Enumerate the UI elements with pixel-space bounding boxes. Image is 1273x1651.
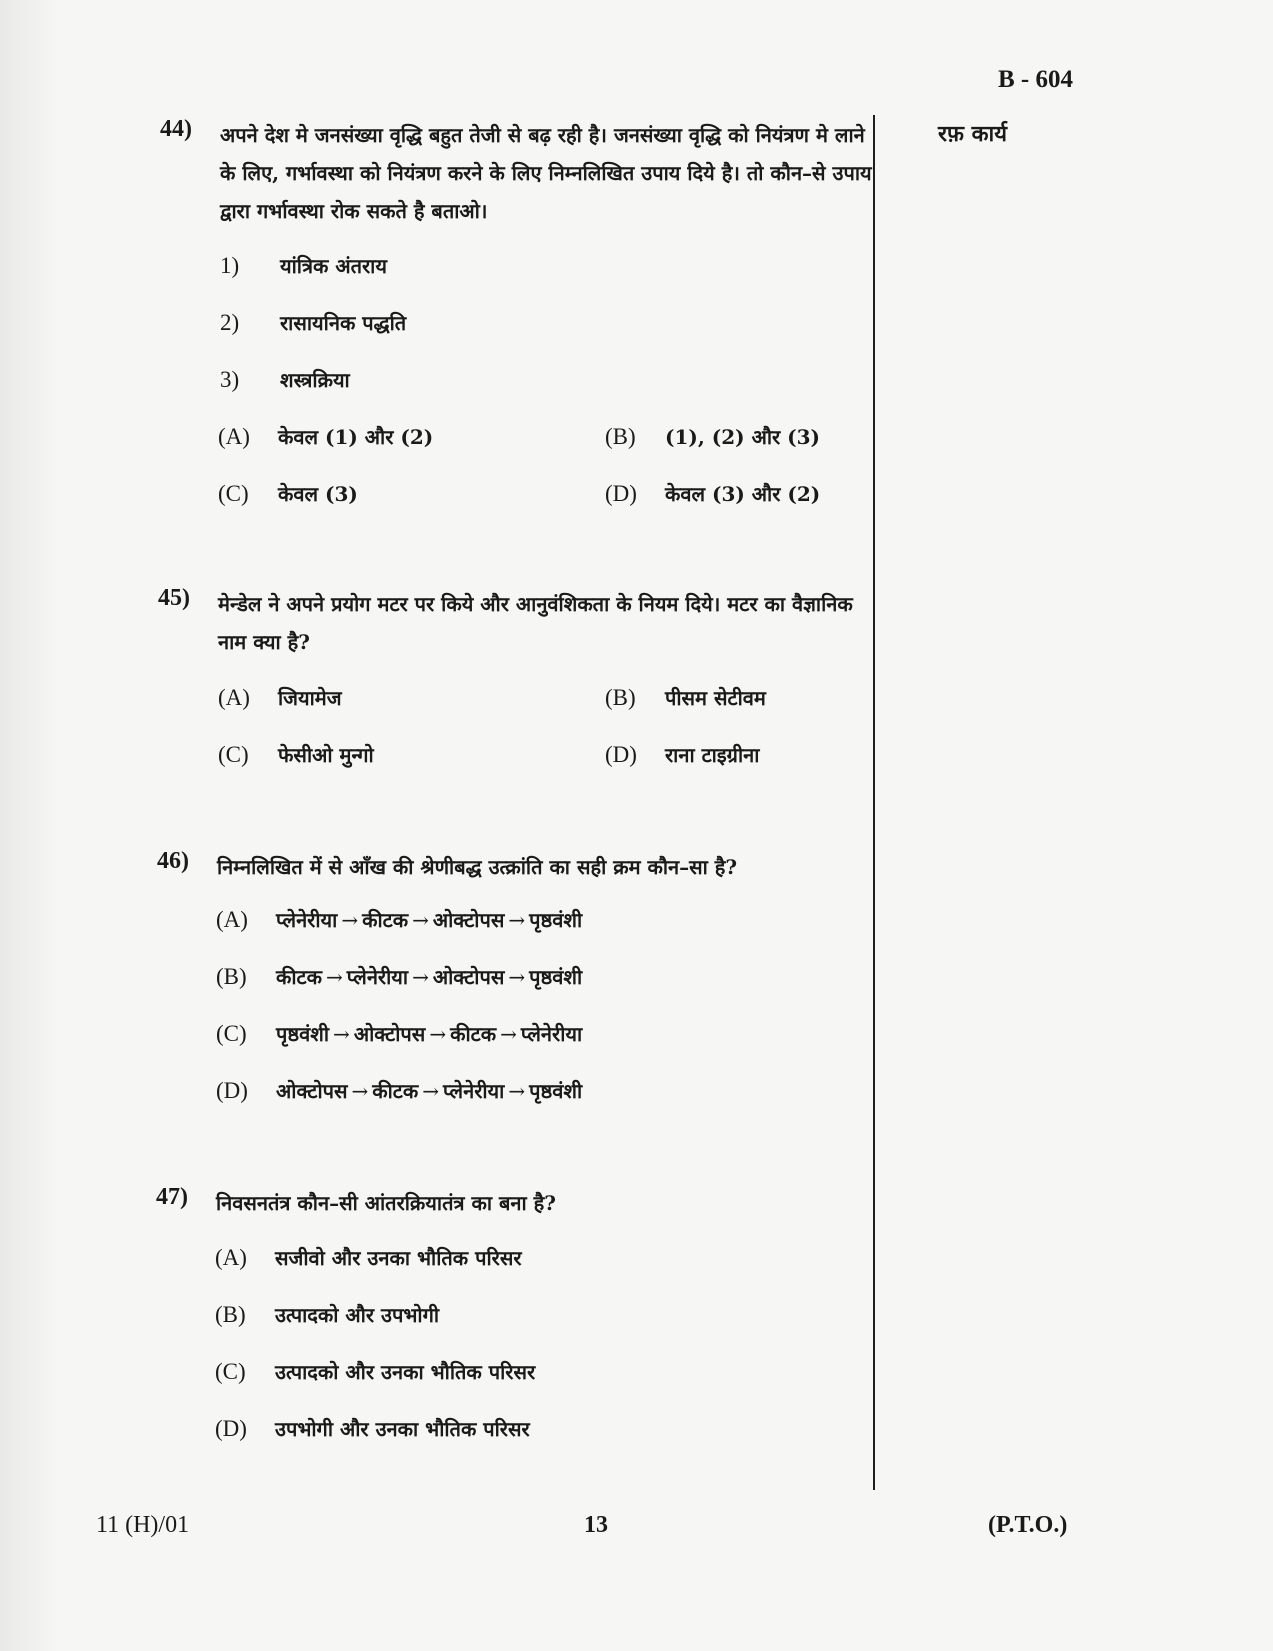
option-a bbox=[216, 906, 582, 933]
option-text: केवल (1) और (2) bbox=[278, 425, 434, 449]
arrow-right-icon: → bbox=[412, 908, 429, 932]
scan-edge-shadow bbox=[0, 0, 60, 1651]
option-text: उत्पादको और उपभोगी bbox=[275, 1303, 440, 1327]
question-text: मेन्डेल ने अपने प्रयोग मटर पर किये और आनुवंशिकता के नियम दिये। मटर का वैज्ञानिक नाम क्या है? bbox=[218, 592, 853, 654]
question-number: 45) bbox=[158, 585, 190, 611]
pto-label: (P.T.O.) bbox=[988, 1512, 1068, 1538]
question-number: 44) bbox=[160, 116, 192, 142]
option-c bbox=[216, 1020, 582, 1047]
step: कीटक bbox=[362, 908, 409, 932]
paper-code: B - 604 bbox=[998, 66, 1073, 93]
option-d bbox=[216, 1077, 582, 1104]
arrow-right-icon: → bbox=[508, 965, 526, 989]
step: पृष्ठवंशी bbox=[529, 908, 583, 932]
option-label: (A) bbox=[216, 907, 248, 932]
option-d bbox=[605, 741, 759, 768]
arrow-right-icon: → bbox=[333, 1022, 350, 1046]
option-c bbox=[218, 480, 358, 507]
rough-work-label: रफ़ कार्य bbox=[938, 121, 1007, 147]
question-number: 47) bbox=[156, 1184, 188, 1210]
option-b bbox=[216, 963, 582, 990]
step: पृष्ठवंशी bbox=[529, 965, 583, 989]
page-number: 13 bbox=[584, 1512, 608, 1538]
list-item bbox=[220, 366, 350, 393]
arrow-right-icon: → bbox=[422, 1079, 440, 1103]
option-text: राना टाइग्रीना bbox=[665, 743, 760, 767]
arrow-right-icon: → bbox=[325, 965, 343, 989]
option-label: (B) bbox=[605, 424, 636, 449]
step: ओक्टोपस bbox=[432, 908, 505, 932]
column-divider bbox=[873, 115, 875, 1490]
question-text: निवसनतंत्र कौन–सी आंतरक्रियातंत्र का बना है? bbox=[216, 1191, 556, 1215]
option-d bbox=[215, 1415, 530, 1442]
option-label: (C) bbox=[218, 481, 249, 506]
arrow-right-icon: → bbox=[500, 1022, 517, 1046]
option-text: केवल (3) bbox=[278, 482, 358, 506]
option-c bbox=[218, 741, 374, 768]
item-label: 3) bbox=[220, 367, 240, 392]
arrow-right-icon: → bbox=[429, 1022, 447, 1046]
option-d bbox=[605, 480, 820, 507]
item-label: 1) bbox=[220, 253, 240, 278]
step: प्लेनेरीया bbox=[346, 965, 409, 989]
question-number: 46) bbox=[157, 848, 189, 874]
option-label: (B) bbox=[216, 964, 247, 989]
option-b bbox=[215, 1301, 439, 1328]
option-text: केवल (3) और (2) bbox=[665, 482, 821, 506]
item-text: शस्त्रक्रिया bbox=[280, 368, 350, 392]
option-text: उत्पादको और उनका भौतिक परिसर bbox=[275, 1360, 536, 1384]
question-text: निम्नलिखित में से आँख की श्रेणीबद्ध उत्क्रांति का सही क्रम कौन–सा है? bbox=[217, 855, 738, 879]
step: कीटक bbox=[276, 965, 322, 989]
step: प्लेनेरीया bbox=[520, 1022, 583, 1046]
option-label: (D) bbox=[605, 481, 637, 506]
option-a bbox=[215, 1244, 522, 1271]
arrow-right-icon: → bbox=[341, 908, 359, 932]
step: पृष्ठवंशी bbox=[529, 1079, 583, 1103]
option-b bbox=[605, 684, 766, 711]
option-text: सजीवो और उनका भौतिक परिसर bbox=[275, 1246, 522, 1270]
arrow-right-icon: → bbox=[412, 965, 429, 989]
option-label: (B) bbox=[215, 1302, 246, 1327]
step: ओक्टोपस bbox=[432, 965, 505, 989]
step: ओक्टोपस bbox=[353, 1022, 426, 1046]
option-label: (A) bbox=[215, 1245, 247, 1270]
step: पृष्ठवंशी bbox=[276, 1022, 330, 1046]
option-a bbox=[218, 684, 342, 711]
item-text: रासायनिक पद्धति bbox=[280, 311, 407, 335]
step: कीटक bbox=[372, 1079, 419, 1103]
list-item bbox=[220, 252, 387, 279]
option-label: (B) bbox=[605, 685, 636, 710]
option-a bbox=[218, 423, 433, 450]
list-item bbox=[220, 309, 406, 336]
option-text: उपभोगी और उनका भौतिक परिसर bbox=[275, 1417, 530, 1441]
option-c bbox=[215, 1358, 535, 1385]
option-text: फेसीओ मुन्गो bbox=[278, 743, 374, 767]
option-label: (D) bbox=[216, 1078, 248, 1103]
option-text: (1), (2) और (3) bbox=[665, 425, 821, 449]
arrow-right-icon: → bbox=[508, 908, 526, 932]
step: प्लेनेरीया bbox=[443, 1079, 505, 1103]
option-b bbox=[605, 423, 820, 450]
option-label: (C) bbox=[216, 1021, 247, 1046]
paper-set-code: 11 (H)/01 bbox=[96, 1512, 190, 1538]
option-label: (A) bbox=[218, 685, 250, 710]
option-text: पीसम सेटीवम bbox=[665, 686, 766, 710]
option-label: (C) bbox=[218, 742, 249, 767]
option-label: (A) bbox=[218, 424, 250, 449]
item-label: 2) bbox=[220, 310, 240, 335]
arrow-right-icon: → bbox=[508, 1079, 526, 1103]
question-text: अपने देश मे जनसंख्या वृद्धि बहुत तेजी से बढ़ रही है। जनसंख्या वृद्धि को नियंत्रण मे लाने के लिए, गर्भावस्था को नियंत्रण करने के लिए निम्नलिखित उपाय दिये है। तो कौन–से उपाय द्वारा गर्भावस्था रोक सकते है बताओ। bbox=[220, 123, 872, 223]
option-label: (D) bbox=[215, 1416, 247, 1441]
option-label: (D) bbox=[605, 742, 637, 767]
step: प्लेनेरीया bbox=[276, 908, 338, 932]
option-text: जियामेज bbox=[278, 686, 342, 710]
item-text: यांत्रिक अंतराय bbox=[280, 254, 387, 278]
step: कीटक bbox=[450, 1022, 497, 1046]
arrow-right-icon: → bbox=[351, 1079, 369, 1103]
option-label: (C) bbox=[215, 1359, 246, 1384]
step: ओक्टोपस bbox=[276, 1079, 348, 1103]
